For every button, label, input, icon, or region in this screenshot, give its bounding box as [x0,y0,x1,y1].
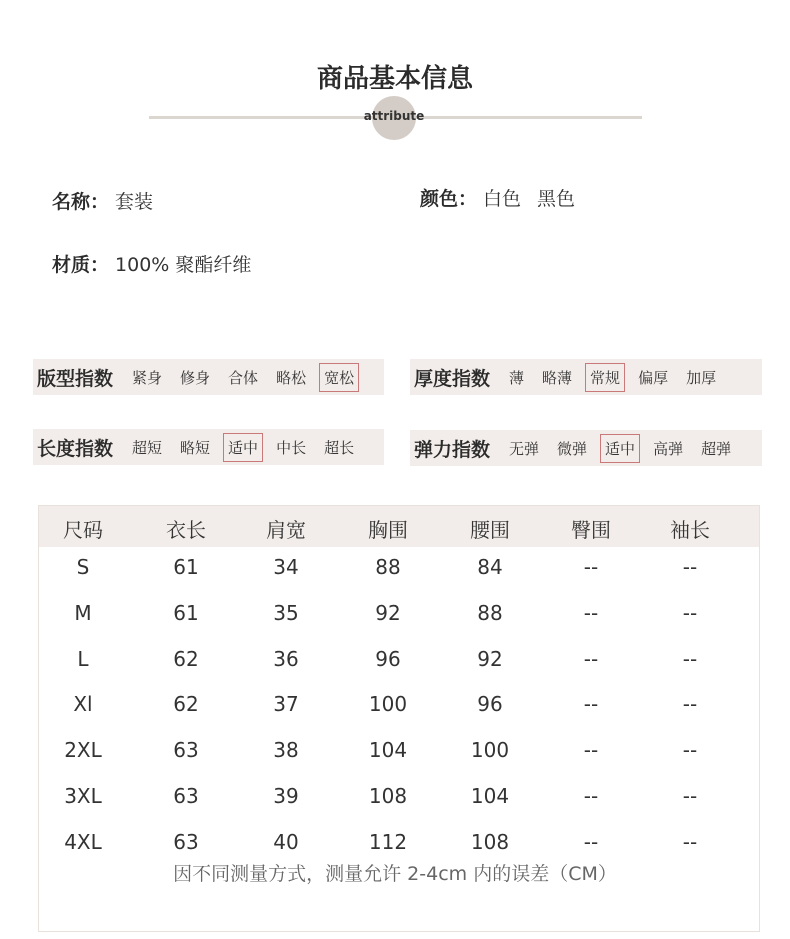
index-option-selected: 适中 [223,433,263,462]
table-cell: 88 [375,555,401,579]
table-header-cell: 腰围 [470,518,510,542]
table-cell: -- [583,692,599,717]
index-thickness [410,359,762,395]
info-material-value: 100% 聚酯纤维 [115,254,252,276]
page-title: 商品基本信息 [316,64,473,94]
table-cell: -- [682,738,698,763]
table-cell: 84 [477,555,503,579]
table-cell: -- [682,600,698,625]
table-cell: 100 [368,692,408,717]
table-cell: 63 [173,738,199,763]
table-header-cell: 衣长 [166,518,206,542]
index-option: 超弹 [701,439,732,458]
table-cell: 108 [368,784,408,808]
index-option: 偏厚 [638,368,669,387]
index-fit [33,359,384,395]
info-color-value-white: 白色 [483,188,522,210]
table-cell: 4XL [64,829,102,854]
table-cell: 40 [273,829,299,854]
table-cell: 63 [173,784,199,808]
index-label: 长度指数 [37,437,114,460]
index-label: 厚度指数 [414,367,491,390]
measurement-note: 因不同测量方式，测量允许 2-4cm 内的误差（CM） [173,863,617,885]
table-cell: 37 [273,692,299,717]
table-cell: 61 [173,600,199,625]
table-cell: -- [583,738,599,763]
table-cell: 88 [477,600,503,625]
index-option: 微弹 [557,439,588,458]
info-color: 颜色： 白色 黑色 [420,188,576,210]
table-cell: 104 [368,738,408,763]
table-header-cell: 臀围 [571,518,611,542]
index-option-selected: 宽松 [319,363,359,392]
table-header-cell: 袖长 [670,518,710,542]
index-option-selected: 适中 [600,434,640,463]
table-cell: 39 [273,784,299,808]
table-cell: 36 [273,646,299,671]
table-cell: -- [682,646,698,671]
index-option: 薄 [509,368,525,387]
index-option: 紧身 [132,368,163,387]
table-cell: 112 [368,829,408,854]
table-cell: 100 [470,738,510,763]
table-cell: L [77,646,89,671]
table-cell: 2XL [64,738,102,763]
table-cell: Xl [73,692,93,717]
table-cell: 3XL [64,784,102,808]
index-option: 修身 [180,368,211,387]
index-label: 弹力指数 [414,438,491,461]
index-option: 略松 [276,368,307,387]
index-label: 版型指数 [37,367,114,390]
table-cell: 96 [375,646,401,671]
info-name: 名称： 套装 [52,191,154,213]
table-cell: -- [682,784,698,808]
table-cell: -- [682,692,698,717]
info-material: 材质： 100% 聚酯纤维 [52,254,252,276]
info-material-key: 材质 [52,254,91,276]
info-name-value: 套装 [115,191,154,213]
table-cell: 104 [470,784,510,808]
table-header-cell: 肩宽 [266,518,306,542]
index-option: 略薄 [542,368,573,387]
index-elasticity [410,430,762,466]
info-color-value-black: 黑色 [537,188,576,210]
index-option-selected: 常规 [585,363,625,392]
table-cell: 92 [477,646,503,671]
table-cell: 63 [173,829,199,854]
table-cell: 96 [477,692,503,717]
table-cell: M [74,600,92,625]
table-cell: 62 [173,692,199,717]
info-color-key: 颜色 [420,188,459,210]
info-name-key: 名称 [52,191,91,213]
index-option: 合体 [228,368,259,387]
size-table-header [39,506,759,547]
table-header-cell: 胸围 [368,518,408,542]
index-option: 加厚 [686,368,717,387]
title-subtitle: attribute [363,109,425,123]
table-cell: 92 [375,600,401,625]
index-option: 无弹 [509,439,540,458]
table-cell: 35 [273,600,299,625]
table-cell: S [76,555,90,579]
index-option: 超短 [132,438,163,457]
table-cell: -- [583,784,599,808]
index-length [33,429,384,465]
table-header-cell: 尺码 [63,518,103,542]
table-cell: -- [583,555,599,579]
table-cell: -- [583,600,599,625]
table-cell: -- [583,829,599,854]
table-cell: 62 [173,646,199,671]
index-option: 高弹 [653,439,684,458]
table-cell: 38 [273,738,299,763]
index-option: 略短 [180,438,211,457]
index-option: 超长 [324,438,355,457]
table-cell: -- [682,555,698,579]
table-cell: 108 [470,829,510,854]
index-option: 中长 [276,438,307,457]
table-cell: 61 [173,555,199,579]
table-cell: 34 [273,555,299,579]
table-cell: -- [682,829,698,854]
table-cell: -- [583,646,599,671]
